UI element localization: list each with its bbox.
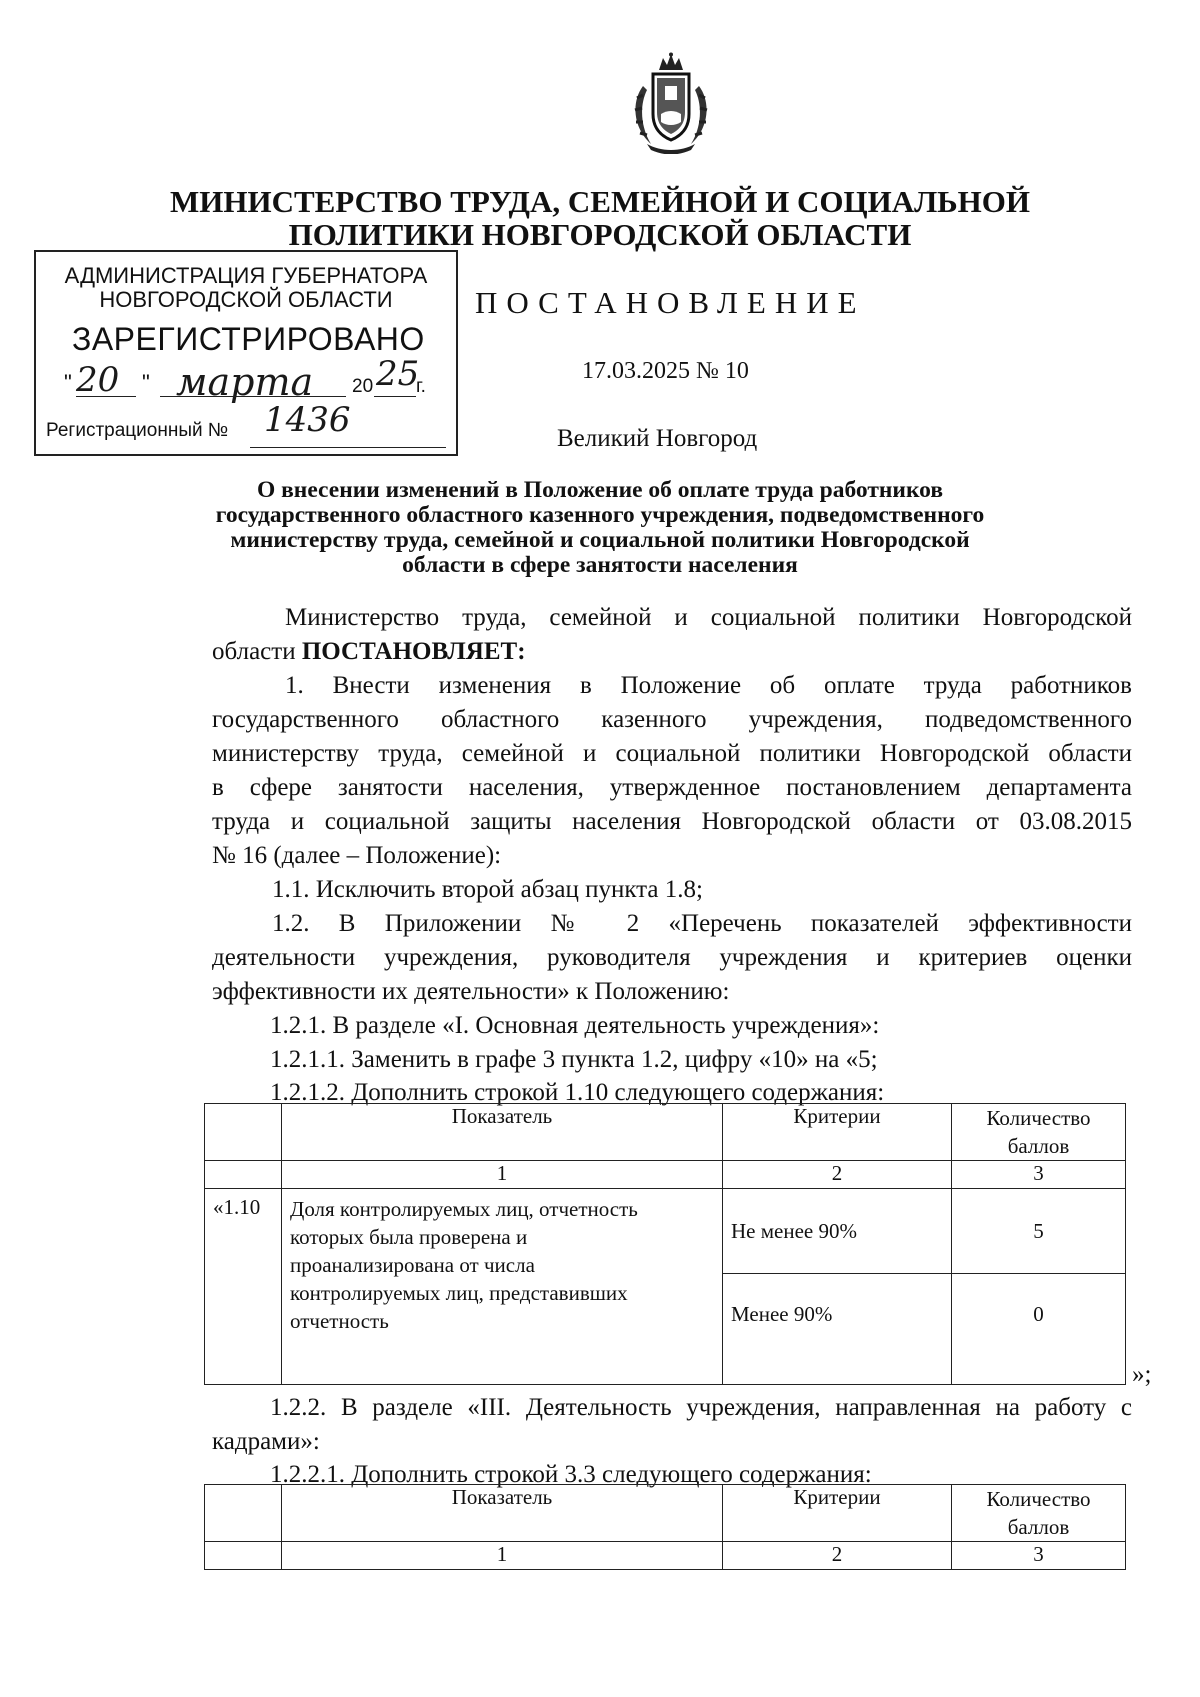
p1-line-6: № 16 (далее – Положение):: [212, 842, 502, 869]
subject-line-4: области в сфере занятости населения: [402, 552, 798, 578]
table-row-3-3: [204, 1484, 1126, 1570]
table-header-indicator: Показатель: [282, 1485, 723, 1542]
table-col-number-3: 3: [952, 1161, 1126, 1189]
stamp-reg-number: 1436: [264, 400, 351, 440]
ministry-title-line-1: МИНИСТЕРСТВО ТРУДА, СЕМЕЙНОЙ И СОЦИАЛЬНОЙ: [169, 184, 1031, 219]
indicator-line-2: которых была проверена и: [290, 1225, 528, 1249]
stamp-year-prefix: 20: [352, 376, 374, 397]
table-header-criteria: Критерии: [723, 1485, 952, 1542]
table-header-points: [952, 1485, 1126, 1542]
table-header-row: [205, 1104, 1126, 1161]
table-col-number-3: 3: [952, 1542, 1126, 1570]
table-header-points-line-1: Количество: [986, 1106, 1091, 1130]
table-cell: [205, 1542, 282, 1570]
subject-line-2: государственного областного казенного учреждения, подведомственного: [215, 502, 985, 528]
p1221: 1.2.2.1. Дополнить строкой 3.3 следующего содержания:: [270, 1461, 872, 1488]
table-row-number: «1.10: [205, 1189, 282, 1385]
p12-line-2: деятельности учреждения, руководителя учреждения и критериев оценки: [212, 944, 1132, 971]
table-number-row: [205, 1161, 1126, 1189]
indicator-line-5: отчетность: [290, 1309, 389, 1333]
ministry-title-line-2: ПОЛИТИКИ НОВГОРОДСКОЙ ОБЛАСТИ: [288, 217, 912, 252]
stamp-month: марта: [176, 360, 314, 404]
table-header-row: [205, 1485, 1126, 1542]
table-header-points-line-2: баллов: [1007, 1515, 1070, 1539]
table1-closing-quote: »;: [1132, 1361, 1152, 1388]
decree-type: ПОСТАНОВЛЕНИЕ: [475, 285, 866, 320]
table-cell: [205, 1104, 282, 1161]
p121: 1.2.1. В разделе «I. Основная деятельность учреждения»:: [270, 1012, 880, 1039]
intro-line-1: Министерство труда, семейной и социальной политики Новгородской: [285, 604, 1132, 631]
decree-city: Великий Новгород: [557, 425, 758, 452]
stamp-date: " 20 " марта 20 25 г.: [64, 354, 426, 404]
table-points-b: 0: [952, 1274, 1126, 1385]
table-col-number-1: 1: [282, 1542, 723, 1570]
p1-line-3: министерству труда, семейной и социальной политики Новгородской области: [212, 740, 1132, 767]
stamp-year-suffix: 25: [376, 354, 420, 394]
indicator-line-1: Доля контролируемых лиц, отчетность: [290, 1197, 638, 1221]
table-header-points: [952, 1104, 1126, 1161]
table-number-row: [205, 1542, 1126, 1570]
table-indicator-text: [282, 1189, 723, 1385]
registration-stamp: [34, 250, 458, 456]
p12-line-1: 1.2. В Приложении № 2 «Перечень показателей эффективности: [272, 910, 1132, 937]
p122-line-2: кадрами»:: [212, 1428, 320, 1455]
table-row: [205, 1189, 1126, 1274]
p1-line-1: 1. Внести изменения в Положение об оплате труда работников: [285, 672, 1132, 699]
table-col-number-2: 2: [723, 1161, 952, 1189]
stamp-reg-number-label: Регистрационный №: [46, 420, 229, 441]
table-col-number-2: 2: [723, 1542, 952, 1570]
table-header-points-line-2: баллов: [1007, 1134, 1070, 1158]
stamp-registered-label: ЗАРЕГИСТРИРОВАНО: [72, 321, 425, 357]
p1211: 1.2.1.1. Заменить в графе 3 пункта 1.2, цифру «10» на «5;: [270, 1046, 878, 1073]
table-cell: [205, 1485, 282, 1542]
table-cell: [205, 1161, 282, 1189]
p12-line-3: эффективности их деятельности» к Положению:: [212, 978, 730, 1005]
p1-line-5: труда и социальной защиты населения Новгородской области от 03.08.2015: [212, 808, 1132, 835]
subject-line-3: министерству труда, семейной и социальной политики Новгородской: [230, 527, 970, 553]
coat-of-arms-icon: [625, 52, 717, 154]
stamp-admin-line-1: АДМИНИСТРАЦИЯ ГУБЕРНАТОРА: [64, 263, 428, 288]
decree-resolves: ПОСТАНОВЛЯЕТ:: [301, 638, 526, 665]
stamp-year-end: г.: [416, 376, 426, 397]
table-col-number-1: 1: [282, 1161, 723, 1189]
p1-line-2: государственного областного казенного учреждения, подведомственного: [212, 706, 1132, 733]
table-points-a: 5: [952, 1189, 1126, 1274]
table-row-1-10: [204, 1103, 1126, 1385]
stamp-day: 20: [76, 360, 120, 400]
indicator-line-4: контролируемых лиц, представивших: [290, 1281, 628, 1305]
indicator-line-3: проанализирована от числа: [290, 1253, 535, 1277]
table-header-criteria: Критерии: [723, 1104, 952, 1161]
table-criteria-b: Менее 90%: [723, 1274, 952, 1385]
decree-date-number: 17.03.2025 № 10: [582, 358, 749, 384]
p122-line-1: 1.2.2. В разделе «III. Деятельность учреждения, направленная на работу с: [270, 1394, 1132, 1421]
table-criteria-a: Не менее 90%: [723, 1189, 952, 1274]
p1-line-4: в сфере занятости населения, утвержденное постановлением департамента: [212, 774, 1132, 801]
intro-line-2: [212, 637, 526, 667]
p11: 1.1. Исключить второй абзац пункта 1.8;: [272, 876, 703, 903]
stamp-admin-line-2: НОВГОРОДСКОЙ ОБЛАСТИ: [99, 287, 393, 312]
table-header-points-line-1: Количество: [986, 1487, 1091, 1511]
p1212: 1.2.1.2. Дополнить строкой 1.10 следующего содержания:: [270, 1079, 885, 1106]
subject-line-1: О внесении изменений в Положение об оплате труда работников: [256, 477, 944, 503]
table-header-indicator: Показатель: [282, 1104, 723, 1161]
intro-line-2-prefix: области: [212, 638, 302, 665]
stamp-reg-number-underline: [250, 447, 446, 448]
